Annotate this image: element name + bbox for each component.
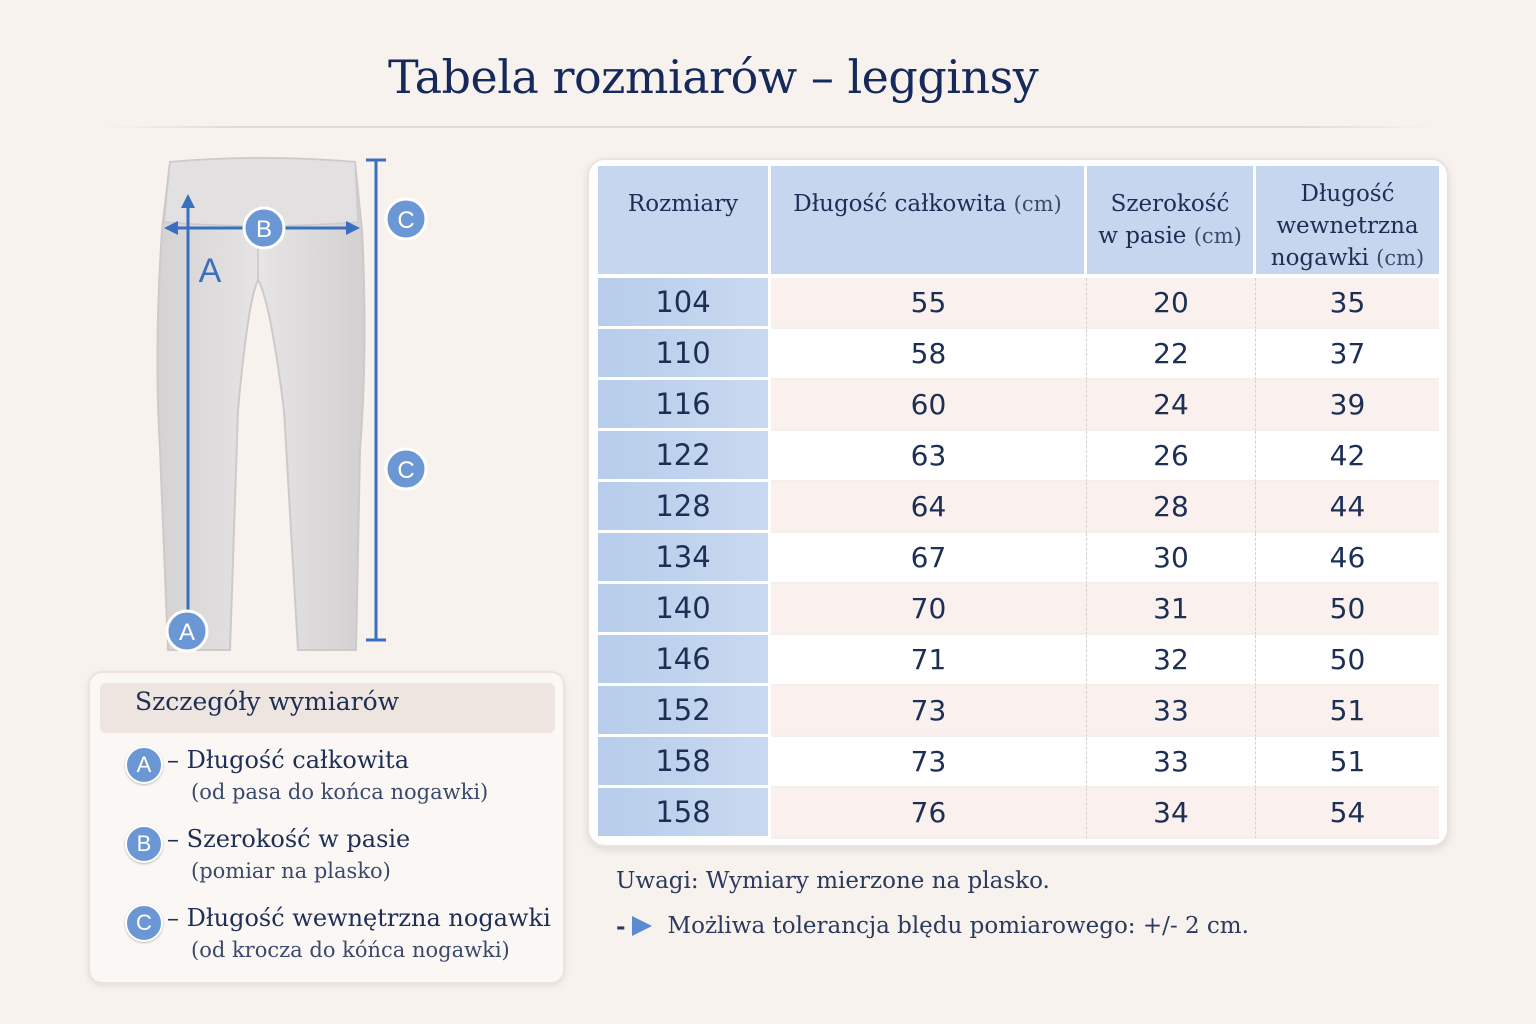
table-row bbox=[598, 380, 1439, 431]
inseam-cell: 37 bbox=[1256, 329, 1439, 380]
waist-cell: 33 bbox=[1087, 686, 1256, 737]
size-cell: 104 bbox=[598, 278, 771, 329]
tolerance-text: Możliwa tolerancja blędu pomiarowego: +/- 2 cm. bbox=[667, 913, 1249, 939]
play-arrow-icon bbox=[632, 916, 652, 936]
badge-a-icon: A bbox=[125, 746, 163, 784]
table-row bbox=[598, 584, 1439, 635]
table-row bbox=[598, 788, 1439, 839]
legend-detail: (pomiar na plasko) bbox=[191, 859, 391, 883]
legend-item-b bbox=[125, 825, 565, 895]
waist-cell: 28 bbox=[1087, 482, 1256, 533]
size-cell: 140 bbox=[598, 584, 771, 635]
length-cell: 64 bbox=[771, 482, 1087, 533]
table-row bbox=[598, 686, 1439, 737]
legend-label: – Długość całkowita bbox=[167, 746, 410, 774]
table-row bbox=[598, 431, 1439, 482]
inseam-cell: 54 bbox=[1256, 788, 1439, 839]
inseam-cell: 35 bbox=[1256, 278, 1439, 329]
page-title: Tabela rozmiarów – legginsy bbox=[388, 50, 1039, 104]
legend-item-c bbox=[125, 904, 565, 974]
waist-cell: 30 bbox=[1087, 533, 1256, 584]
inseam-cell: 50 bbox=[1256, 635, 1439, 686]
marker-a-bottom: A bbox=[178, 619, 196, 646]
header-size: Rozmiary bbox=[598, 166, 771, 278]
length-cell: 58 bbox=[771, 329, 1087, 380]
inseam-cell: 42 bbox=[1256, 431, 1439, 482]
waist-cell: 34 bbox=[1087, 788, 1256, 839]
length-cell: 63 bbox=[771, 431, 1087, 482]
size-cell: 152 bbox=[598, 686, 771, 737]
inseam-cell: 39 bbox=[1256, 380, 1439, 431]
legend-title: Szczegóły wymiarów bbox=[135, 687, 400, 716]
length-cell: 73 bbox=[771, 686, 1087, 737]
header-inseam: Długość wewnetrzna nogawki (cm) bbox=[1256, 166, 1439, 278]
measurement-legend bbox=[88, 671, 565, 984]
legend-item-a bbox=[125, 746, 565, 816]
inseam-cell: 51 bbox=[1256, 686, 1439, 737]
waist-cell: 31 bbox=[1087, 584, 1256, 635]
marker-c-top: C bbox=[397, 207, 415, 234]
table-row bbox=[598, 329, 1439, 380]
table-row bbox=[598, 533, 1439, 584]
size-table bbox=[598, 166, 1439, 839]
size-cell: 128 bbox=[598, 482, 771, 533]
table-row bbox=[598, 635, 1439, 686]
legend-detail: (od pasa do końca nogawki) bbox=[191, 780, 489, 804]
table-row bbox=[598, 278, 1439, 329]
length-cell: 76 bbox=[771, 788, 1087, 839]
inseam-cell: 51 bbox=[1256, 737, 1439, 788]
waist-cell: 20 bbox=[1087, 278, 1256, 329]
length-cell: 67 bbox=[771, 533, 1087, 584]
marker-c-mid: C bbox=[397, 457, 415, 484]
size-cell: 158 bbox=[598, 737, 771, 788]
size-cell: 158 bbox=[598, 788, 771, 839]
size-cell: 110 bbox=[598, 329, 771, 380]
notes-line-2 bbox=[616, 910, 1249, 942]
inseam-cell: 44 bbox=[1256, 482, 1439, 533]
leggings-illustration bbox=[150, 150, 450, 660]
length-cell: 70 bbox=[771, 584, 1087, 635]
title-divider bbox=[100, 126, 1435, 128]
legend-label: – Długość wewnętrzna nogawki bbox=[167, 904, 551, 932]
inseam-cell: 50 bbox=[1256, 584, 1439, 635]
waist-cell: 26 bbox=[1087, 431, 1256, 482]
length-cell: 55 bbox=[771, 278, 1087, 329]
legend-detail: (od krocza do kóńca nogawki) bbox=[191, 938, 510, 962]
dash-mark: - bbox=[616, 912, 626, 940]
table-header-row bbox=[598, 166, 1439, 278]
size-cell: 122 bbox=[598, 431, 771, 482]
size-cell: 146 bbox=[598, 635, 771, 686]
size-cell: 116 bbox=[598, 380, 771, 431]
size-cell: 134 bbox=[598, 533, 771, 584]
badge-c-icon: C bbox=[125, 904, 163, 942]
waist-cell: 32 bbox=[1087, 635, 1256, 686]
label-a: A bbox=[198, 252, 222, 290]
length-cell: 73 bbox=[771, 737, 1087, 788]
waist-cell: 22 bbox=[1087, 329, 1256, 380]
badge-b-icon: B bbox=[125, 825, 163, 863]
header-waist: Szerokość w pasie (cm) bbox=[1087, 166, 1256, 278]
header-length: Długość całkowita (cm) bbox=[771, 166, 1087, 278]
waist-cell: 33 bbox=[1087, 737, 1256, 788]
legend-label: – Szerokość w pasie bbox=[167, 825, 411, 853]
waist-cell: 24 bbox=[1087, 380, 1256, 431]
table-row bbox=[598, 737, 1439, 788]
inseam-cell: 46 bbox=[1256, 533, 1439, 584]
length-cell: 60 bbox=[771, 380, 1087, 431]
length-cell: 71 bbox=[771, 635, 1087, 686]
notes-line-1: Uwagi: Wymiary mierzone na plasko. bbox=[616, 868, 1050, 894]
table-row bbox=[598, 482, 1439, 533]
marker-b: B bbox=[255, 216, 273, 243]
